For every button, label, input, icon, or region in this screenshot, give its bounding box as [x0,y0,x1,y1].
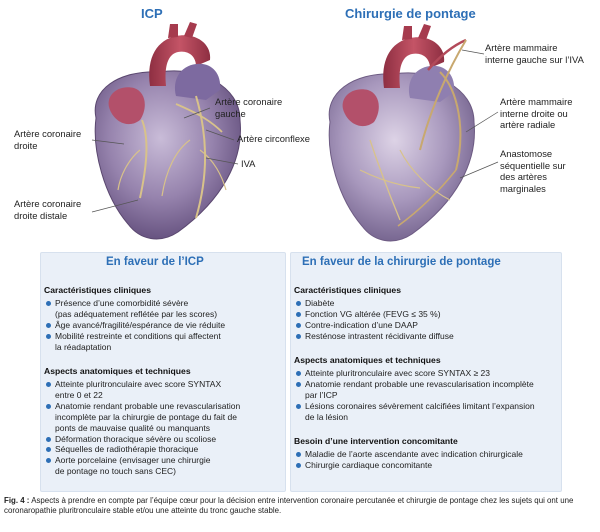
bullet-icon [46,382,51,387]
caption-lead: Fig. 4 : [4,496,30,505]
pontage-clinical-section [294,285,560,342]
list-item: Diabète [294,298,560,309]
list-item: Maladie de l’aorte ascendante avec indication chirurgicale [294,449,560,460]
bullet-icon [296,382,301,387]
bullet-icon [46,447,51,452]
bullet-icon [46,458,51,463]
label-iva: IVA [241,158,256,169]
bullet-icon [46,404,51,409]
heart-body-left [95,22,240,239]
list-item: Anatomie rendant probable une revascularisation incomplète par l’ICP [294,379,560,401]
label-artere-circonflexe: Artère circonflexe [237,133,310,144]
section-title: Aspects anatomiques et techniques [44,366,191,376]
list-item: Déformation thoracique sévère ou scoliose [44,434,284,445]
pontage-concomitant-section [294,436,560,471]
list-item: Mobilité restreinte et conditions qui affectent la réadaptation [44,331,284,353]
icp-box-title: En faveur de l’ICP [106,256,204,268]
bullet-icon [296,452,301,457]
bullet-icon [296,323,301,328]
pontage-box-title: En faveur de la chirurgie de pontage [302,256,501,268]
list-item: Chirurgie cardiaque concomitante [294,460,560,471]
bullet-icon [296,312,301,317]
section-title: Aspects anatomiques et techniques [294,355,441,365]
list-item: Resténose intrastent récidivante diffuse [294,331,560,342]
list-item: Aorte porcelaine (envisager une chirurgie de pontage no touch sans CEC) [44,455,284,477]
list-item: Fonction VG altérée (FEVG ≤ 35 %) [294,309,560,320]
figure-caption [4,496,598,516]
pontage-anatomic-section [294,355,560,423]
bullet-icon [46,301,51,306]
list-item: Anatomie rendant probable une revascularisation incomplète par la chirurgie de pontage du fait de ponts de mauvaise qualité ou manquants [44,401,284,434]
section-title: Besoin d’une intervention concomitante [294,436,458,446]
list-item: Âge avancé/fragilité/espérance de vie réduite [44,320,284,331]
bullet-icon [46,323,51,328]
list-item: Contre-indication d’une DAAP [294,320,560,331]
label-anastomose-sequentielle: Anastomose séquentielle sur des artères marginales [500,148,566,194]
label-artere-coronaire-gauche: Artère coronaire gauche [215,96,283,119]
right-title: Chirurgie de pontage [345,6,476,21]
heart-body-right [329,24,474,241]
list-item: Séquelles de radiothérapie thoracique [44,444,284,455]
list-item: Atteinte pluritronculaire avec score SYNTAX ≥ 23 [294,368,560,379]
label-artere-coronaire-droite: Artère coronaire droite [14,128,82,151]
icp-anatomic-section [44,366,284,477]
bullet-icon [296,334,301,339]
label-artere-coronaire-droite-distale: Artère coronaire droite distale [14,198,82,221]
list-item: Lésions coronaires sévèrement calcifiées limitant l’expansion de la lésion [294,401,560,423]
icp-clinical-section [44,285,284,353]
caption-text: Aspects à prendre en compte par l’équipe cœur pour la décision entre intervention coronaire percutanée et chirurgie de pontage chez les sujets qui ont une coronaropathie pluritronculaire stable et/ou une atteinte du tronc gauche stable. [4,496,574,515]
bullet-icon [46,334,51,339]
label-mammaire-interne-gauche: Artère mammaire interne gauche sur l’IVA [485,42,584,65]
bullet-icon [46,437,51,442]
label-mammaire-interne-droite: Artère mammaire interne droite ou artère radiale [500,96,573,130]
list-item: Atteinte pluritronculaire avec score SYNTAX entre 0 et 22 [44,379,284,401]
bullet-icon [296,463,301,468]
section-title: Caractéristiques cliniques [44,285,151,295]
bullet-icon [296,371,301,376]
list-item: Présence d’une comorbidité sévère (pas adéquatement reflétée par les scores) [44,298,284,320]
bullet-icon [296,404,301,409]
left-title: ICP [141,6,163,21]
section-title: Caractéristiques cliniques [294,285,401,295]
bullet-icon [296,301,301,306]
